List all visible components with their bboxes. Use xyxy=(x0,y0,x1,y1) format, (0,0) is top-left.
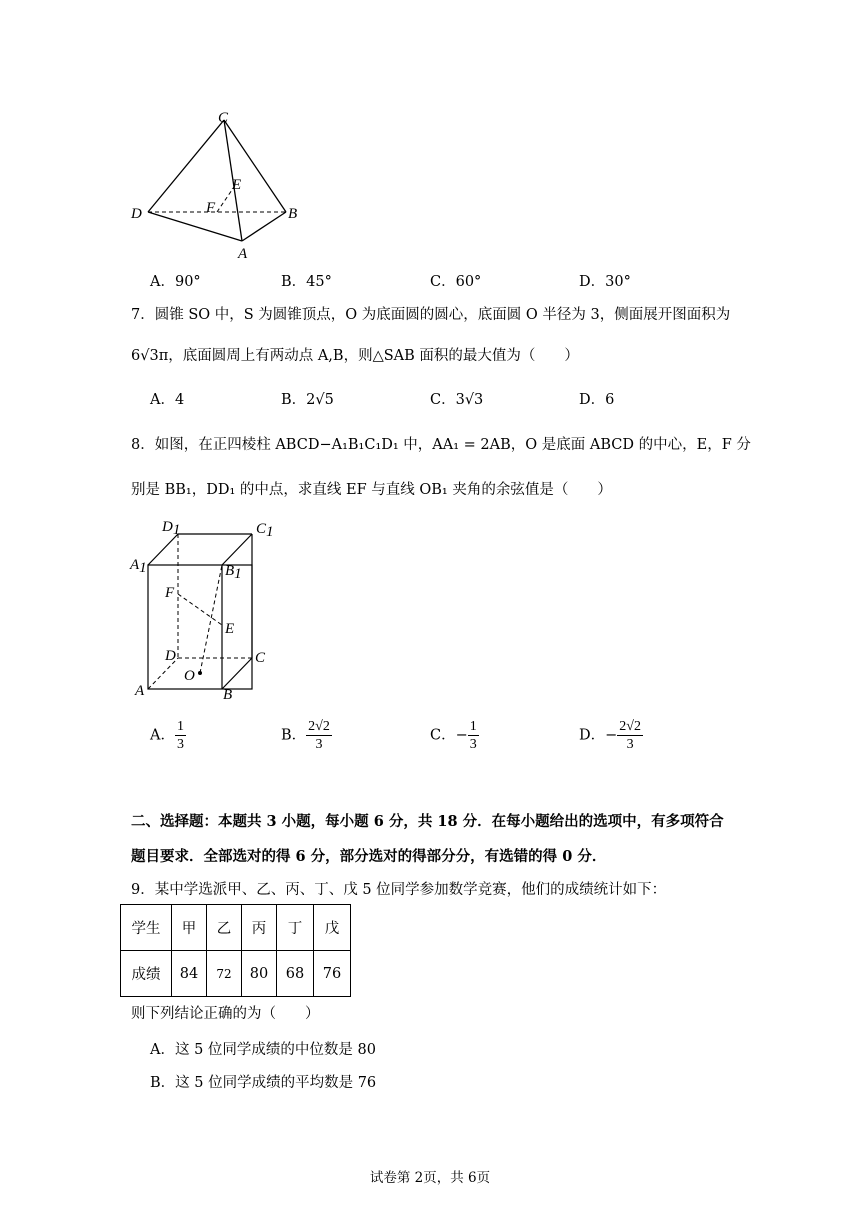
label-E: E xyxy=(225,621,235,637)
q7-option-c[interactable]: C．3√3 xyxy=(430,392,484,408)
q9-prompt: 则下列结论正确的为（ ） xyxy=(131,1006,320,1022)
q8-stem-line2: 别是 BB₁，DD₁ 的中点，求直线 EF 与直线 OB₁ 夹角的余弦值是（ ） xyxy=(131,482,612,498)
label-B1: B1 xyxy=(225,563,242,582)
table-cell: 戊 xyxy=(314,905,351,951)
q9-option-a[interactable]: A．这 5 位同学成绩的中位数是 80 xyxy=(150,1042,376,1058)
q8-option-d[interactable]: D．− $\frac{2√2}{3}$ xyxy=(579,719,641,752)
label-F: F xyxy=(165,585,175,601)
table-cell: 成绩 xyxy=(121,951,172,997)
table-cell: 丁 xyxy=(277,905,314,951)
table-cell: 84 xyxy=(172,951,207,997)
q6-option-a[interactable]: A．90° xyxy=(150,274,201,290)
q8-option-c[interactable]: C．− $\frac{1}{3}$ xyxy=(430,719,477,752)
label-D: D xyxy=(131,206,142,222)
table-cell: 76 xyxy=(314,951,351,997)
q8-option-a[interactable]: A． $\frac{1}{3}$ xyxy=(150,719,184,752)
section2-heading-line1: 二、选择题：本题共 3 小题，每小题 6 分，共 18 分．在每小题给出的选项中，有多项符合 xyxy=(131,813,724,830)
label-A: A xyxy=(238,246,248,262)
q9-stem: 9．某中学选派甲、乙、丙、丁、戊 5 位同学参加数学竞赛，他们的成绩统计如下： xyxy=(131,882,667,898)
table-header-row xyxy=(121,905,351,951)
label-C: C xyxy=(255,650,266,666)
label-D: D xyxy=(165,648,176,664)
q7-stem-line1: 7．圆锥 SO 中，S 为圆锥顶点，O 为底面圆的圆心，底面圆 O 半径为 3，侧面展开图面积为 xyxy=(131,307,731,323)
label-F: F xyxy=(206,200,216,216)
q8-option-b[interactable]: B． $\frac{2√2}{3}$ xyxy=(281,719,330,752)
table-cell: 乙 xyxy=(207,905,242,951)
label-O: O xyxy=(184,668,195,684)
q8-stem-line1: 8．如图，在正四棱柱 ABCD−A₁B₁C₁D₁ 中，AA₁ = 2AB，O 是底面 ABCD 的中心，E，F 分 xyxy=(131,437,751,453)
q6-option-b[interactable]: B．45° xyxy=(281,274,332,290)
label-B: B xyxy=(223,687,233,703)
label-A: A xyxy=(135,683,145,699)
prism-figure xyxy=(128,515,278,705)
page-footer: 试卷第 2页，共 6页 xyxy=(369,1170,491,1186)
q9-option-b[interactable]: B．这 5 位同学成绩的平均数是 76 xyxy=(150,1075,377,1091)
label-E: E xyxy=(232,177,242,193)
label-C1: C1 xyxy=(256,521,274,540)
section2-heading-line2: 题目要求．全部选对的得 6 分，部分选对的得部分分，有选错的得 0 分． xyxy=(131,848,607,865)
q6-option-d[interactable]: D．30° xyxy=(579,274,631,290)
table-row xyxy=(121,951,351,997)
score-table xyxy=(120,904,351,997)
label-D1: D1 xyxy=(162,519,181,538)
label-B: B xyxy=(288,206,298,222)
q7-option-a[interactable]: A．4 xyxy=(150,392,185,408)
tetrahedron-figure xyxy=(120,100,320,265)
table-cell: 丙 xyxy=(242,905,277,951)
q7-option-b[interactable]: B．2√5 xyxy=(281,392,334,408)
q6-option-c[interactable]: C．60° xyxy=(430,274,482,290)
table-cell: 80 xyxy=(242,951,277,997)
q7-option-d[interactable]: D．6 xyxy=(579,392,615,408)
table-cell: 72 xyxy=(207,951,242,997)
table-cell: 甲 xyxy=(172,905,207,951)
table-cell: 学生 xyxy=(121,905,172,951)
label-C: C xyxy=(218,110,229,126)
q7-stem-line2: 6√3π，底面圆周上有两动点 A,B，则△SAB 面积的最大值为（ ） xyxy=(131,348,579,364)
table-cell: 68 xyxy=(277,951,314,997)
label-A1: A1 xyxy=(130,557,147,576)
